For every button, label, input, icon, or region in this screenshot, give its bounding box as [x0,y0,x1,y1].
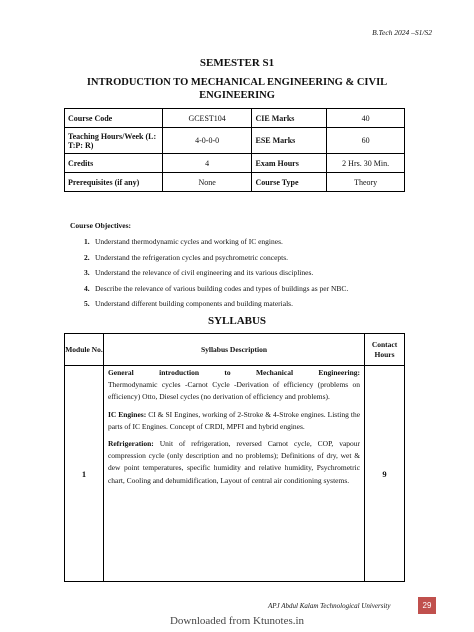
university-name: APJ Abdul Kalam Technological University [268,602,391,610]
download-footer: Downloaded from Ktunotes.in [169,615,305,627]
syllabus-module-row [65,366,405,582]
course-title: INTRODUCTION TO MECHANICAL ENGINEERING & CIVIL ENGINEERING [86,77,388,101]
ese-marks-value: 60 [327,128,405,154]
course-code-label: Course Code [65,109,163,128]
cie-marks-value: 40 [327,109,405,128]
teaching-hours-label: Teaching Hours/Week (L: T:P: R) [65,128,163,154]
cie-marks-label: CIE Marks [252,109,327,128]
course-type-label: Course Type [252,173,327,192]
semester-heading: SEMESTER S1 [199,57,275,69]
syllabus-header-row [65,334,405,366]
objective-number: 3. [84,268,90,277]
topic-title-refrigeration: Refrigeration: [107,439,154,449]
syllabus-table [64,333,405,582]
objective-number: 5. [84,299,90,308]
module-no-header: Module No. [65,334,104,366]
topic-text-general: Thermodynamic cycles -Carnot Cycle -Derivation of efficiency (problems on efficiency) Otto, Diesel cycles (no derivation of efficiency and problems). [107,380,361,402]
topic-block-refrigeration [108,438,360,487]
info-row-teaching-hours [65,128,405,154]
credits-label: Credits [65,154,163,173]
objective-text: Understand thermodynamic cycles and working of IC engines. [95,237,283,246]
objective-number: 2. [84,252,90,262]
course-objectives-heading: Course Objectives: [70,221,132,230]
course-code-value: GCEST104 [162,109,252,128]
program-header: B.Tech 2024 –S1/S2 [372,28,432,37]
objective-item [84,268,414,284]
topic-block-ic-engines [108,409,360,433]
ese-marks-label: ESE Marks [252,128,327,154]
topic-block-general [108,367,360,404]
objective-item [84,299,414,315]
exam-hours-label: Exam Hours [252,154,327,173]
exam-hours-value: 2 Hrs. 30 Min. [327,154,405,173]
module-description [103,366,364,582]
syllabus-heading: SYLLABUS [207,315,267,327]
info-row-credits [65,154,405,173]
objective-text: Understand the relevance of civil engineering and its various disciplines. [95,268,314,277]
prerequisites-value: None [162,173,252,192]
contact-hours-header: Contact Hours [365,334,405,366]
objective-text: Describe the relevance of various building codes and types of buildings as per NBC. [95,283,349,293]
objective-number: 4. [84,283,90,293]
topic-title-general: General introduction to Mechanical Engineering: [107,368,361,377]
course-type-value: Theory [327,173,405,192]
credits-value: 4 [162,154,252,173]
course-objectives-list [84,237,414,315]
topic-title-ic-engines: IC Engines: [107,409,147,419]
course-info-table [64,108,405,192]
topic-text-refrigeration: Unit of refrigeration, reversed Carnot cycle, COP, vapour compression cycle (only description and no problems); Definitions of dry, wet & dew point temperatures, specific humidity and relative humidity, Psychrometric chart, Cooling and dehumidification, Layout of central air conditioning systems. [107,439,361,485]
objective-text: Understand the refrigeration cycles and psychrometric concepts. [95,252,289,262]
module-number: 1 [65,366,104,582]
page-number: 29 [418,597,436,614]
objective-text: Understand different building components and building materials. [95,299,293,308]
objective-item [84,237,414,253]
prerequisites-label: Prerequisites (if any) [65,173,163,192]
topic-text-ic-engines: CI & SI Engines, working of 2-Stroke & 4-Stroke engines. Listing the parts of IC Engines. Concept of CRDI, MPFI and hybrid engines. [107,409,361,431]
info-row-course-code [65,109,405,128]
objective-number: 1. [84,237,90,246]
contact-hours-value: 9 [365,366,405,582]
teaching-hours-value: 4-0-0-0 [162,128,252,154]
syllabus-description-header: Syllabus Description [103,334,364,366]
objective-item [84,284,414,300]
objective-item [84,253,414,269]
info-row-prerequisites [65,173,405,192]
